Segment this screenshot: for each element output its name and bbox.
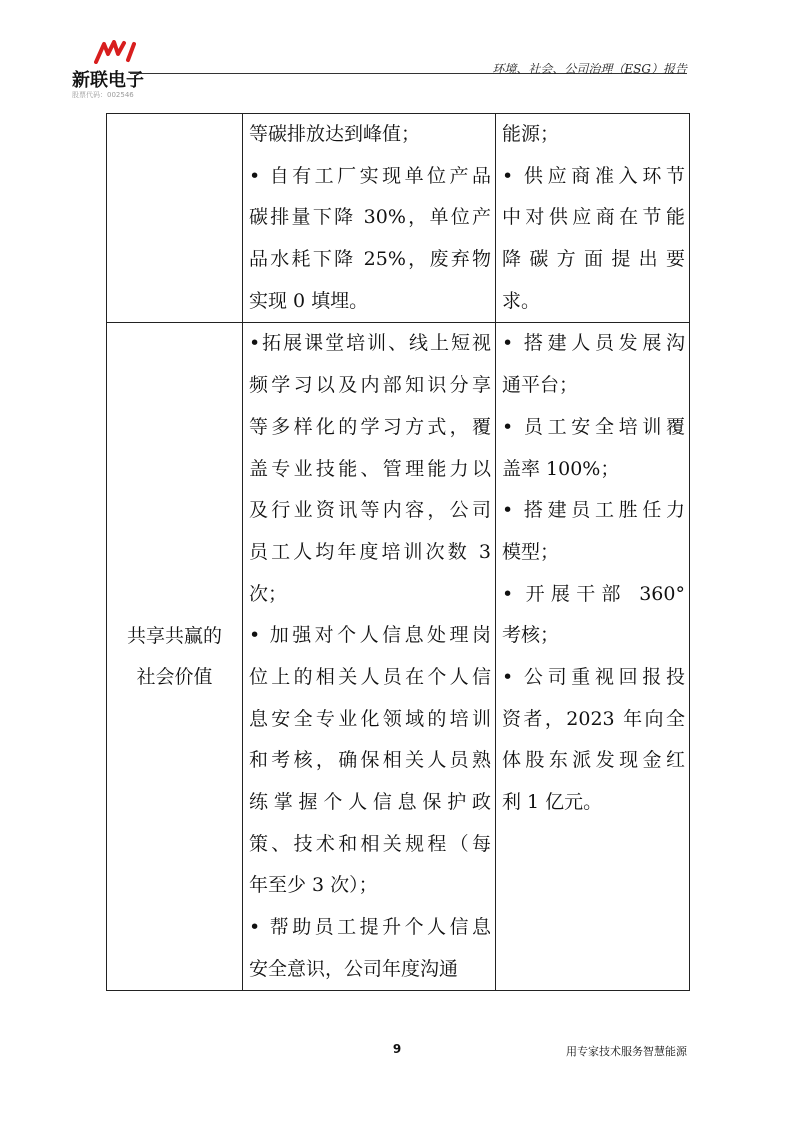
cell-text-line: • 搭建人员发展沟 [502, 332, 685, 355]
table-row-social [107, 323, 690, 991]
goals-lines [243, 114, 495, 322]
goals-lines [243, 323, 495, 990]
category-label-line: 共享共赢的 [126, 624, 222, 647]
footer-slogan: 用专家技术服务智慧能源 [566, 1045, 687, 1058]
actions-cell [496, 323, 690, 991]
table-row-environment [107, 114, 690, 323]
cell-text-line: 和考核，确保相关人员熟 [249, 749, 491, 772]
cell-text-line: 策、技术和相关规程（每 [249, 832, 491, 855]
cell-text-line: 盖专业技能、管理能力以 [249, 457, 491, 480]
cell-text-line: 求。 [502, 289, 541, 312]
actions-cell [496, 114, 690, 323]
goals-cell [243, 323, 496, 991]
cell-text-line: • 加强对个人信息处理岗 [249, 624, 491, 647]
cell-text-line: 盖率 100%； [502, 457, 620, 480]
cell-text-line: 考核； [502, 624, 560, 647]
cell-text-line: • 员工安全培训覆 [502, 415, 685, 438]
cell-text-line: 通平台； [502, 374, 579, 397]
cell-text-line: 年至少 3 次）； [249, 874, 378, 897]
cell-text-line: 资者，2023 年向全 [502, 707, 685, 730]
cell-text-line: •拓展课堂培训、线上短视 [249, 332, 491, 355]
page-number: 9 [392, 1042, 402, 1056]
cell-text-line: 次； [249, 582, 288, 605]
cell-text-line: • 公司重视回报投 [502, 665, 685, 688]
category-cell [107, 323, 243, 991]
cell-text-line: • 开展干部 360° [502, 582, 685, 605]
esg-goals-table [106, 113, 690, 991]
cell-text-line: • 帮助员工提升个人信息 [249, 916, 491, 939]
category-label-line: 社会价值 [136, 665, 213, 688]
actions-lines [496, 323, 689, 823]
cell-text-line: 安全意识，公司年度沟通 [249, 957, 459, 980]
cell-text-line: 频学习以及内部知识分享 [249, 374, 491, 397]
goals-cell [243, 114, 496, 323]
cell-text-line: 练掌握个人信息保护政 [249, 791, 491, 813]
cell-text-line: 体股东派发现金红 [502, 749, 685, 772]
cell-text-line: 员工人均年度培训次数 3 [249, 540, 491, 563]
cell-text-line: 等多样化的学习方式，覆 [249, 415, 491, 438]
logo-mark-icon [94, 40, 136, 64]
cell-text-line: 碳排量下降 30%，单位产 [249, 206, 491, 229]
cell-text-line: 实现 0 填埋。 [249, 289, 369, 312]
actions-lines [496, 114, 689, 322]
cell-text-line: • 供应商准入环节 [502, 164, 685, 187]
cell-text-line: 等碳排放达到峰值； [249, 123, 421, 145]
company-logo [72, 40, 162, 102]
cell-text-line: 及行业资讯等内容，公司 [249, 499, 491, 522]
logo-company-name: 新联电子 [72, 70, 144, 91]
cell-text-line: • 搭建员工胜任力 [502, 499, 685, 522]
cell-text-line: 息安全专业化领域的培训 [249, 707, 491, 730]
category-cell [107, 114, 243, 323]
cell-text-line: • 自有工厂实现单位产品 [249, 164, 491, 187]
cell-text-line: 模型； [502, 540, 560, 563]
cell-text-line: 位上的相关人员在个人信 [249, 665, 491, 688]
cell-text-line: 能源； [502, 123, 560, 145]
cell-text-line: 降碳方面提出要 [502, 248, 685, 271]
cell-text-line: 品水耗下降 25%，废弃物 [249, 248, 491, 271]
cell-text-line: 利 1 亿元。 [502, 791, 603, 813]
stock-code: 股票代码：002546 [72, 91, 134, 99]
report-title: 环境、社会、公司治理（ESG）报告 [492, 62, 687, 76]
cell-text-line: 中对供应商在节能 [502, 206, 685, 229]
